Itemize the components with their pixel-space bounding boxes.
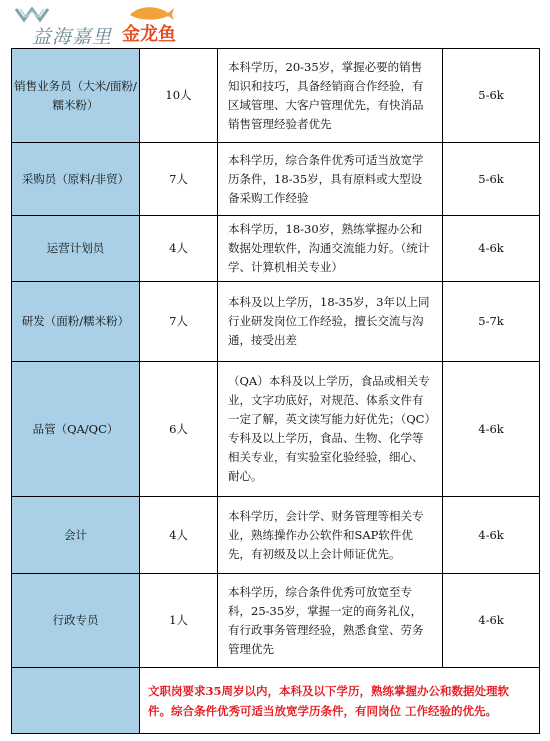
page-header: [0, 0, 550, 48]
headcount-cell: 6人: [140, 362, 218, 497]
position-cell: 会计: [12, 497, 140, 574]
salary-cell: 5-6k: [443, 143, 540, 216]
salary-cell: 4-6k: [443, 362, 540, 497]
headcount-cell: 4人: [140, 497, 218, 574]
position-cell: 销售业务员（大米/面粉/糯米粉）: [12, 49, 140, 143]
requirements-note: 文职岗要求35周岁以内，本科及以下学历，熟练掌握办公和数据处理软件。综合条件优秀可适当放宽学历条件，有同岗位 工作经验的优先。: [140, 668, 540, 734]
table-row: [12, 282, 540, 362]
requirements-cell: （QA）本科及以上学历，食品或相关专业，文字功底好，对规范、体系文件有一定了解，英文读写能力好优先；（QC）专科及以上学历，食品、生物、化学等相关专业，有实验室化验经验，细心、耐心。: [218, 362, 443, 497]
salary-cell: 4-6k: [443, 497, 540, 574]
table-row: [12, 49, 540, 143]
requirements-cell: 本科学历，综合条件优秀可放宽至专科，25-35岁，掌握一定的商务礼仪，有行政事务管理经验，熟悉食堂、劳务管理优先: [218, 574, 443, 668]
table-row: [12, 574, 540, 668]
job-openings-table: [11, 48, 540, 734]
position-cell: 运营计划员: [12, 216, 140, 282]
salary-cell: 5-7k: [443, 282, 540, 362]
headcount-cell: 10人: [140, 49, 218, 143]
table-row: [12, 216, 540, 282]
table-row: [12, 497, 540, 574]
salary-cell: 4-6k: [443, 216, 540, 282]
jinlongyu-logo-text: 金龙鱼: [122, 24, 176, 45]
requirements-cell: 本科学历，综合条件优秀可适当放宽学历条件，18-35岁，具有原料或大型设备采购工作经验: [218, 143, 443, 216]
headcount-cell: 7人: [140, 143, 218, 216]
note-row: [12, 668, 540, 734]
golden-fish-icon: [128, 5, 176, 21]
headcount-cell: 4人: [140, 216, 218, 282]
position-cell: 研发（面粉/糯米粉）: [12, 282, 140, 362]
salary-cell: 5-6k: [443, 49, 540, 143]
table-row: [12, 143, 540, 216]
yihai-kerry-logo: [14, 6, 116, 48]
headcount-cell: 1人: [140, 574, 218, 668]
position-cell: 品管（QA/QC）: [12, 362, 140, 497]
requirements-cell: 本科学历，20-35岁，掌握必要的销售知识和技巧，具备经销商合作经验，有区域管理、大客户管理优先，有快消品销售管理经验者优先: [218, 49, 443, 143]
table-row: [12, 362, 540, 497]
requirements-cell: 本科学历，18-30岁，熟练掌握办公和数据处理软件，沟通交流能力好。（统计学、计算机相关专业）: [218, 216, 443, 282]
headcount-cell: 7人: [140, 282, 218, 362]
salary-cell: 4-6k: [443, 574, 540, 668]
yihai-logo-text: 益海嘉里: [32, 26, 113, 48]
requirements-cell: 本科学历，会计学、财务管理等相关专业，熟练操作办公软件和SAP软件优先，有初级及以上会计师证优先。: [218, 497, 443, 574]
position-cell: 采购员（原料/非贸）: [12, 143, 140, 216]
jinlongyu-logo: [122, 5, 182, 45]
position-cell: 行政专员: [12, 574, 140, 668]
requirements-cell: 本科及以上学历，18-35岁，3年以上同行业研发岗位工作经验，擅长交流与沟通，接受出差: [218, 282, 443, 362]
note-row-empty-cell: [12, 668, 140, 734]
